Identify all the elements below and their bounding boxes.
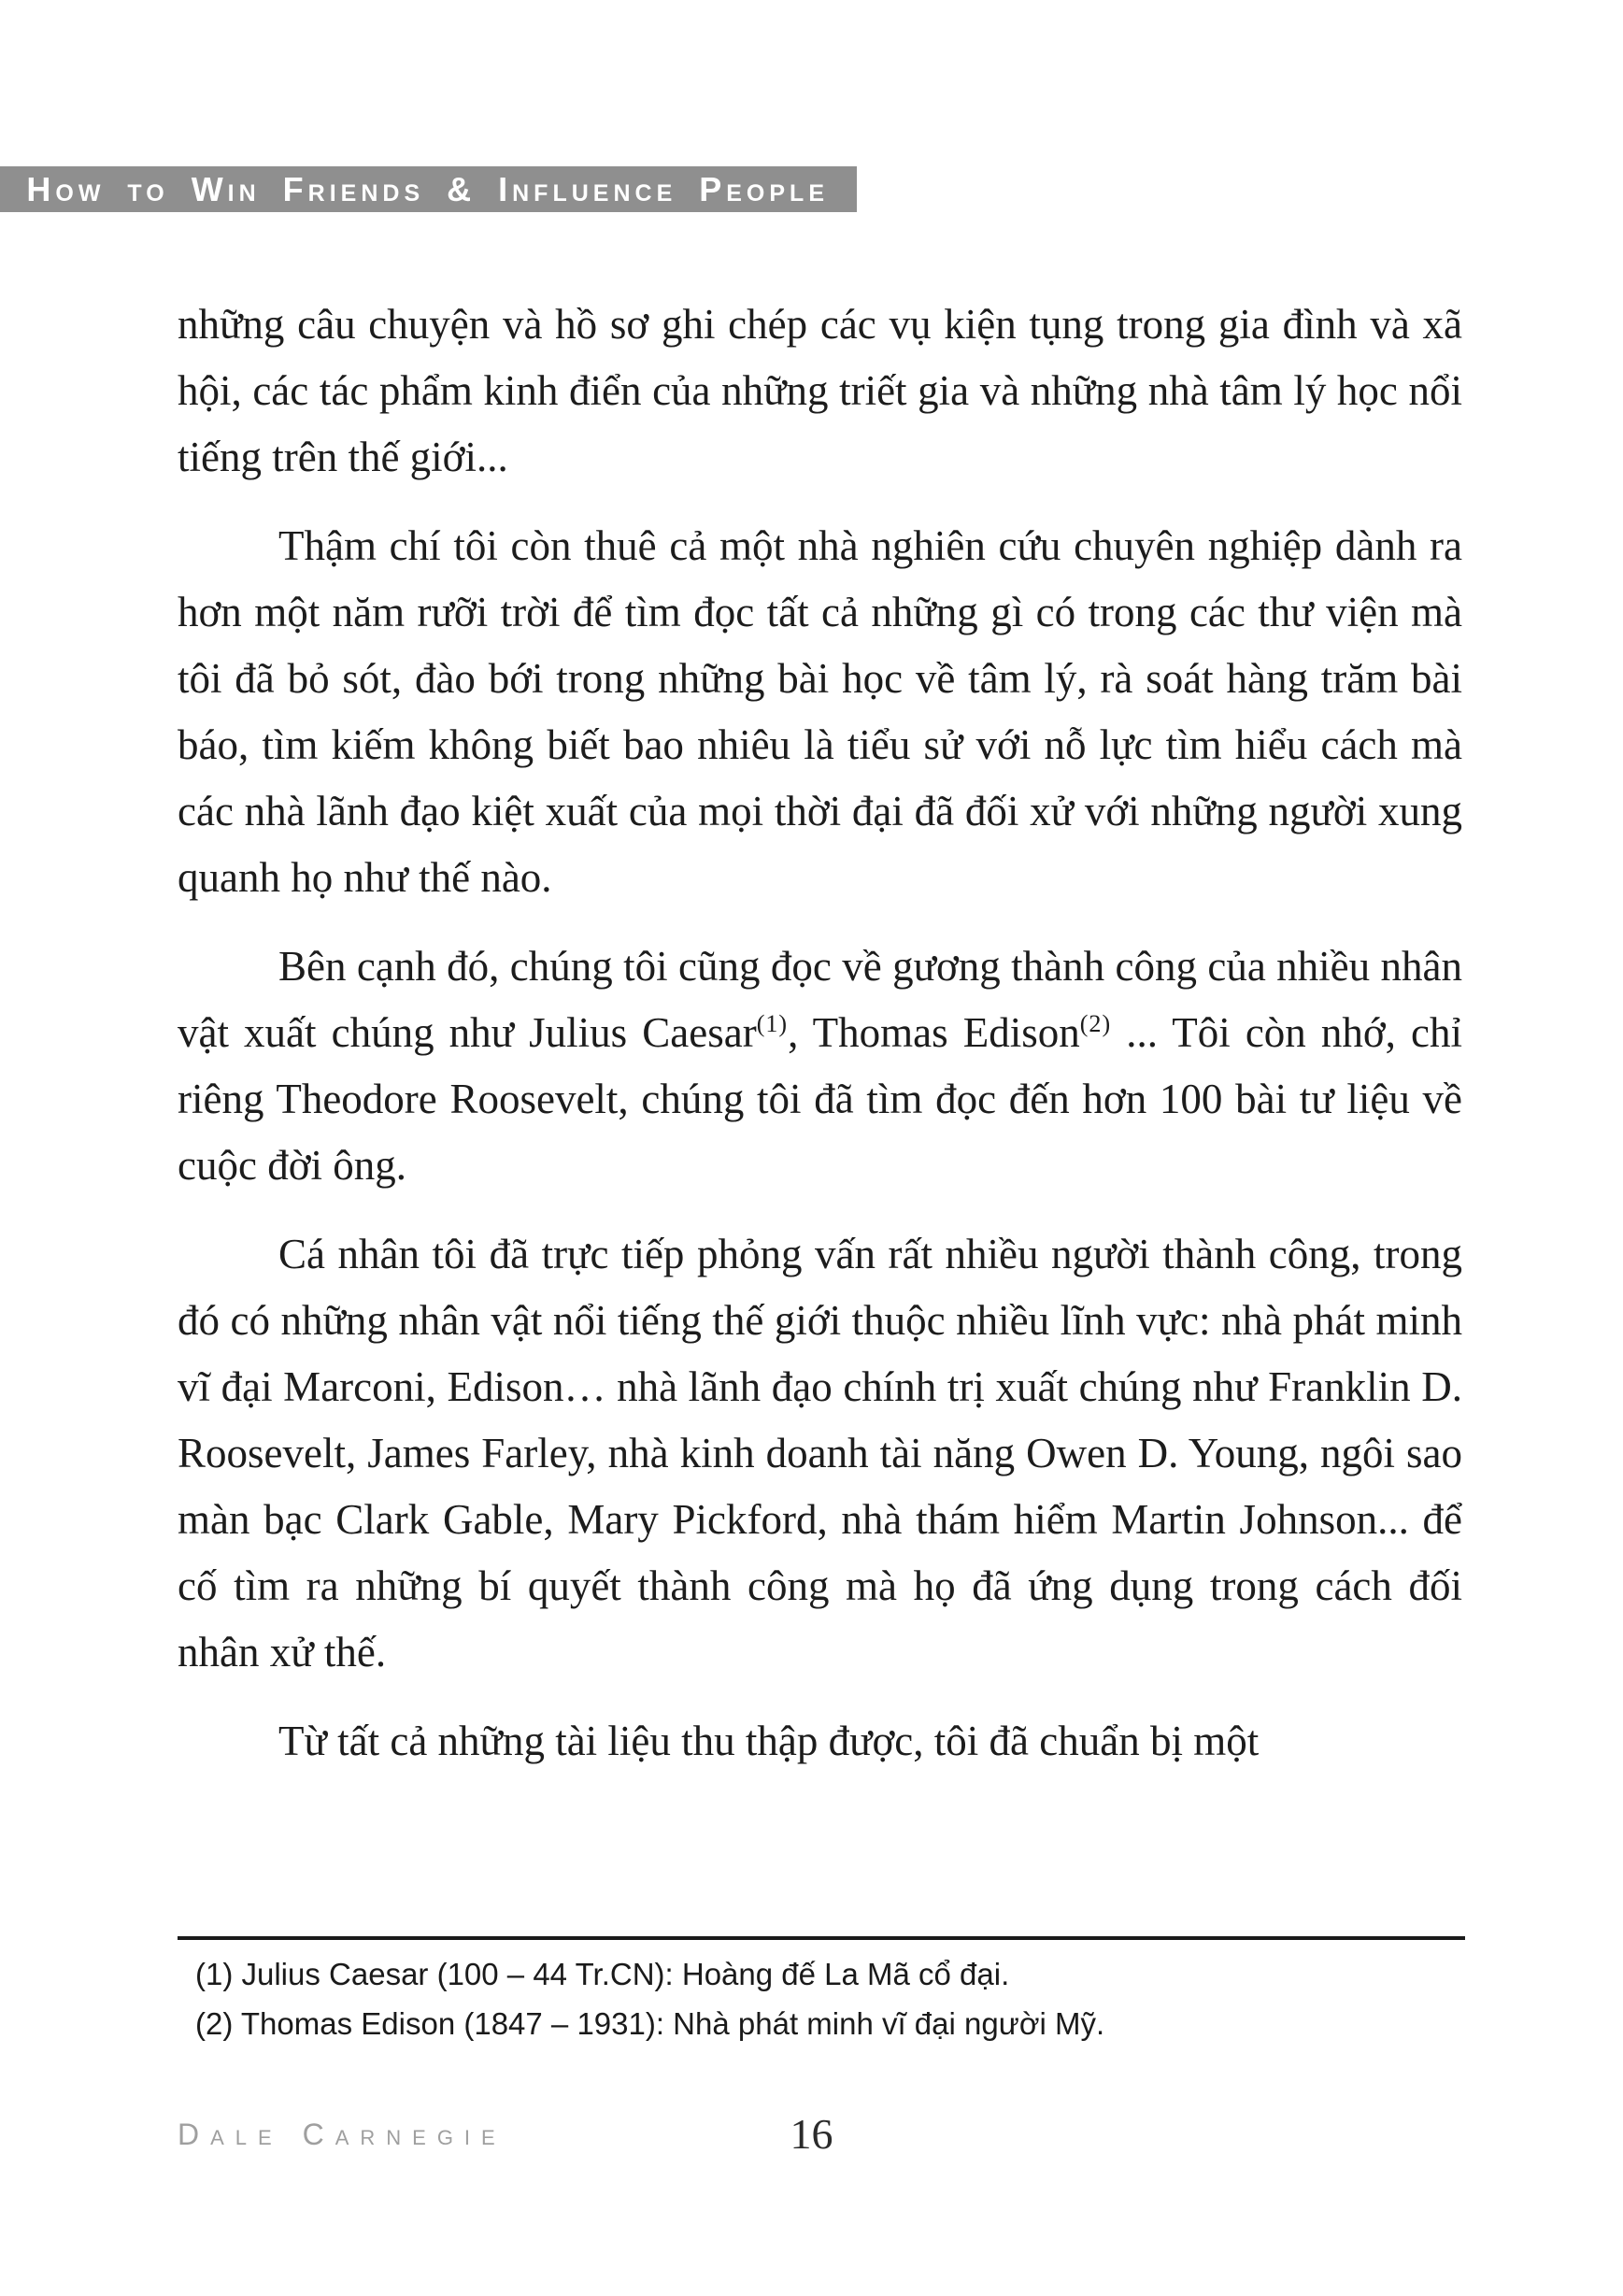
running-header-title: How to Win Friends & Influence People: [26, 169, 829, 208]
footer-author-name: Dale Carnegie: [178, 2118, 506, 2151]
footnotes-block: [195, 1949, 1466, 2048]
paragraph-4: Cá nhân tôi đã trực tiếp phỏng vấn rất nhiều người thành công, trong đó có những nhân vật nổi tiếng thế giới thuộc nhiều lĩnh vực: nhà phát minh vĩ đại Marconi, Edison… nhà lãnh đạo chính trị xuất chúng như Franklin D. Roosevelt, James Farley, nhà kinh doanh tài năng Owen D. Young, ngôi sao màn bạc Clark Gable, Mary Pickford, nhà thám hiểm Martin Johnson... để cố tìm ra những bí quyết thành công mà họ đã ứng dụng trong cách đối nhân xử thế.: [178, 1231, 1462, 1676]
footnote-1: (1) Julius Caesar (100 – 44 Tr.CN): Hoàng đế La Mã cổ đại.: [195, 1957, 1010, 1991]
page-body-text: [178, 292, 1462, 1775]
paragraph-5: Từ tất cả những tài liệu thu thập được, tôi đã chuẩn bị một: [278, 1718, 1260, 1764]
paragraph-3-text: , Thomas Edison: [788, 1009, 1080, 1056]
paragraph-1: những câu chuyện và hồ sơ ghi chép các vụ kiện tụng trong gia đình và xã hội, các tác phẩm kinh điển của những triết gia và những nhà tâm lý học nổi tiếng trên thế giới...: [178, 301, 1462, 480]
footnote-ref-2: (2): [1079, 1010, 1112, 1037]
running-header-bar: [0, 166, 857, 212]
page-number: 16: [790, 2110, 833, 2158]
footnote-ref-1: (1): [756, 1010, 789, 1037]
paragraph-3: [178, 934, 1462, 1199]
footnote-2: (2) Thomas Edison (1847 – 1931): Nhà phát minh vĩ đại người Mỹ.: [195, 2006, 1105, 2041]
paragraph-3-text: Bên cạnh đó, chúng tôi cũng đọc về gương thành công của nhiều nhân vật xuất chúng như Julius Caesar: [178, 943, 1462, 1056]
paragraph-2: Thậm chí tôi còn thuê cả một nhà nghiên cứu chuyên nghiệp dành ra hơn một năm rưỡi trời để tìm đọc tất cả những gì có trong các thư viện mà tôi đã bỏ sót, đào bới trong những bài học về tâm lý, rà soát hàng trăm bài báo, tìm kiếm không biết bao nhiêu là tiểu sử với nỗ lực tìm hiểu cách mà các nhà lãnh đạo kiệt xuất của mọi thời đại đã đối xử với những người xung quanh họ như thế nào.: [178, 522, 1462, 901]
paragraph-3-text: ... Tôi còn nhớ, chỉ riêng Theodore Roosevelt, chúng tôi đã tìm đọc đến hơn 100 bài tư liệu về cuộc đời ông.: [178, 1009, 1462, 1189]
footnote-separator: [178, 1936, 1465, 1940]
